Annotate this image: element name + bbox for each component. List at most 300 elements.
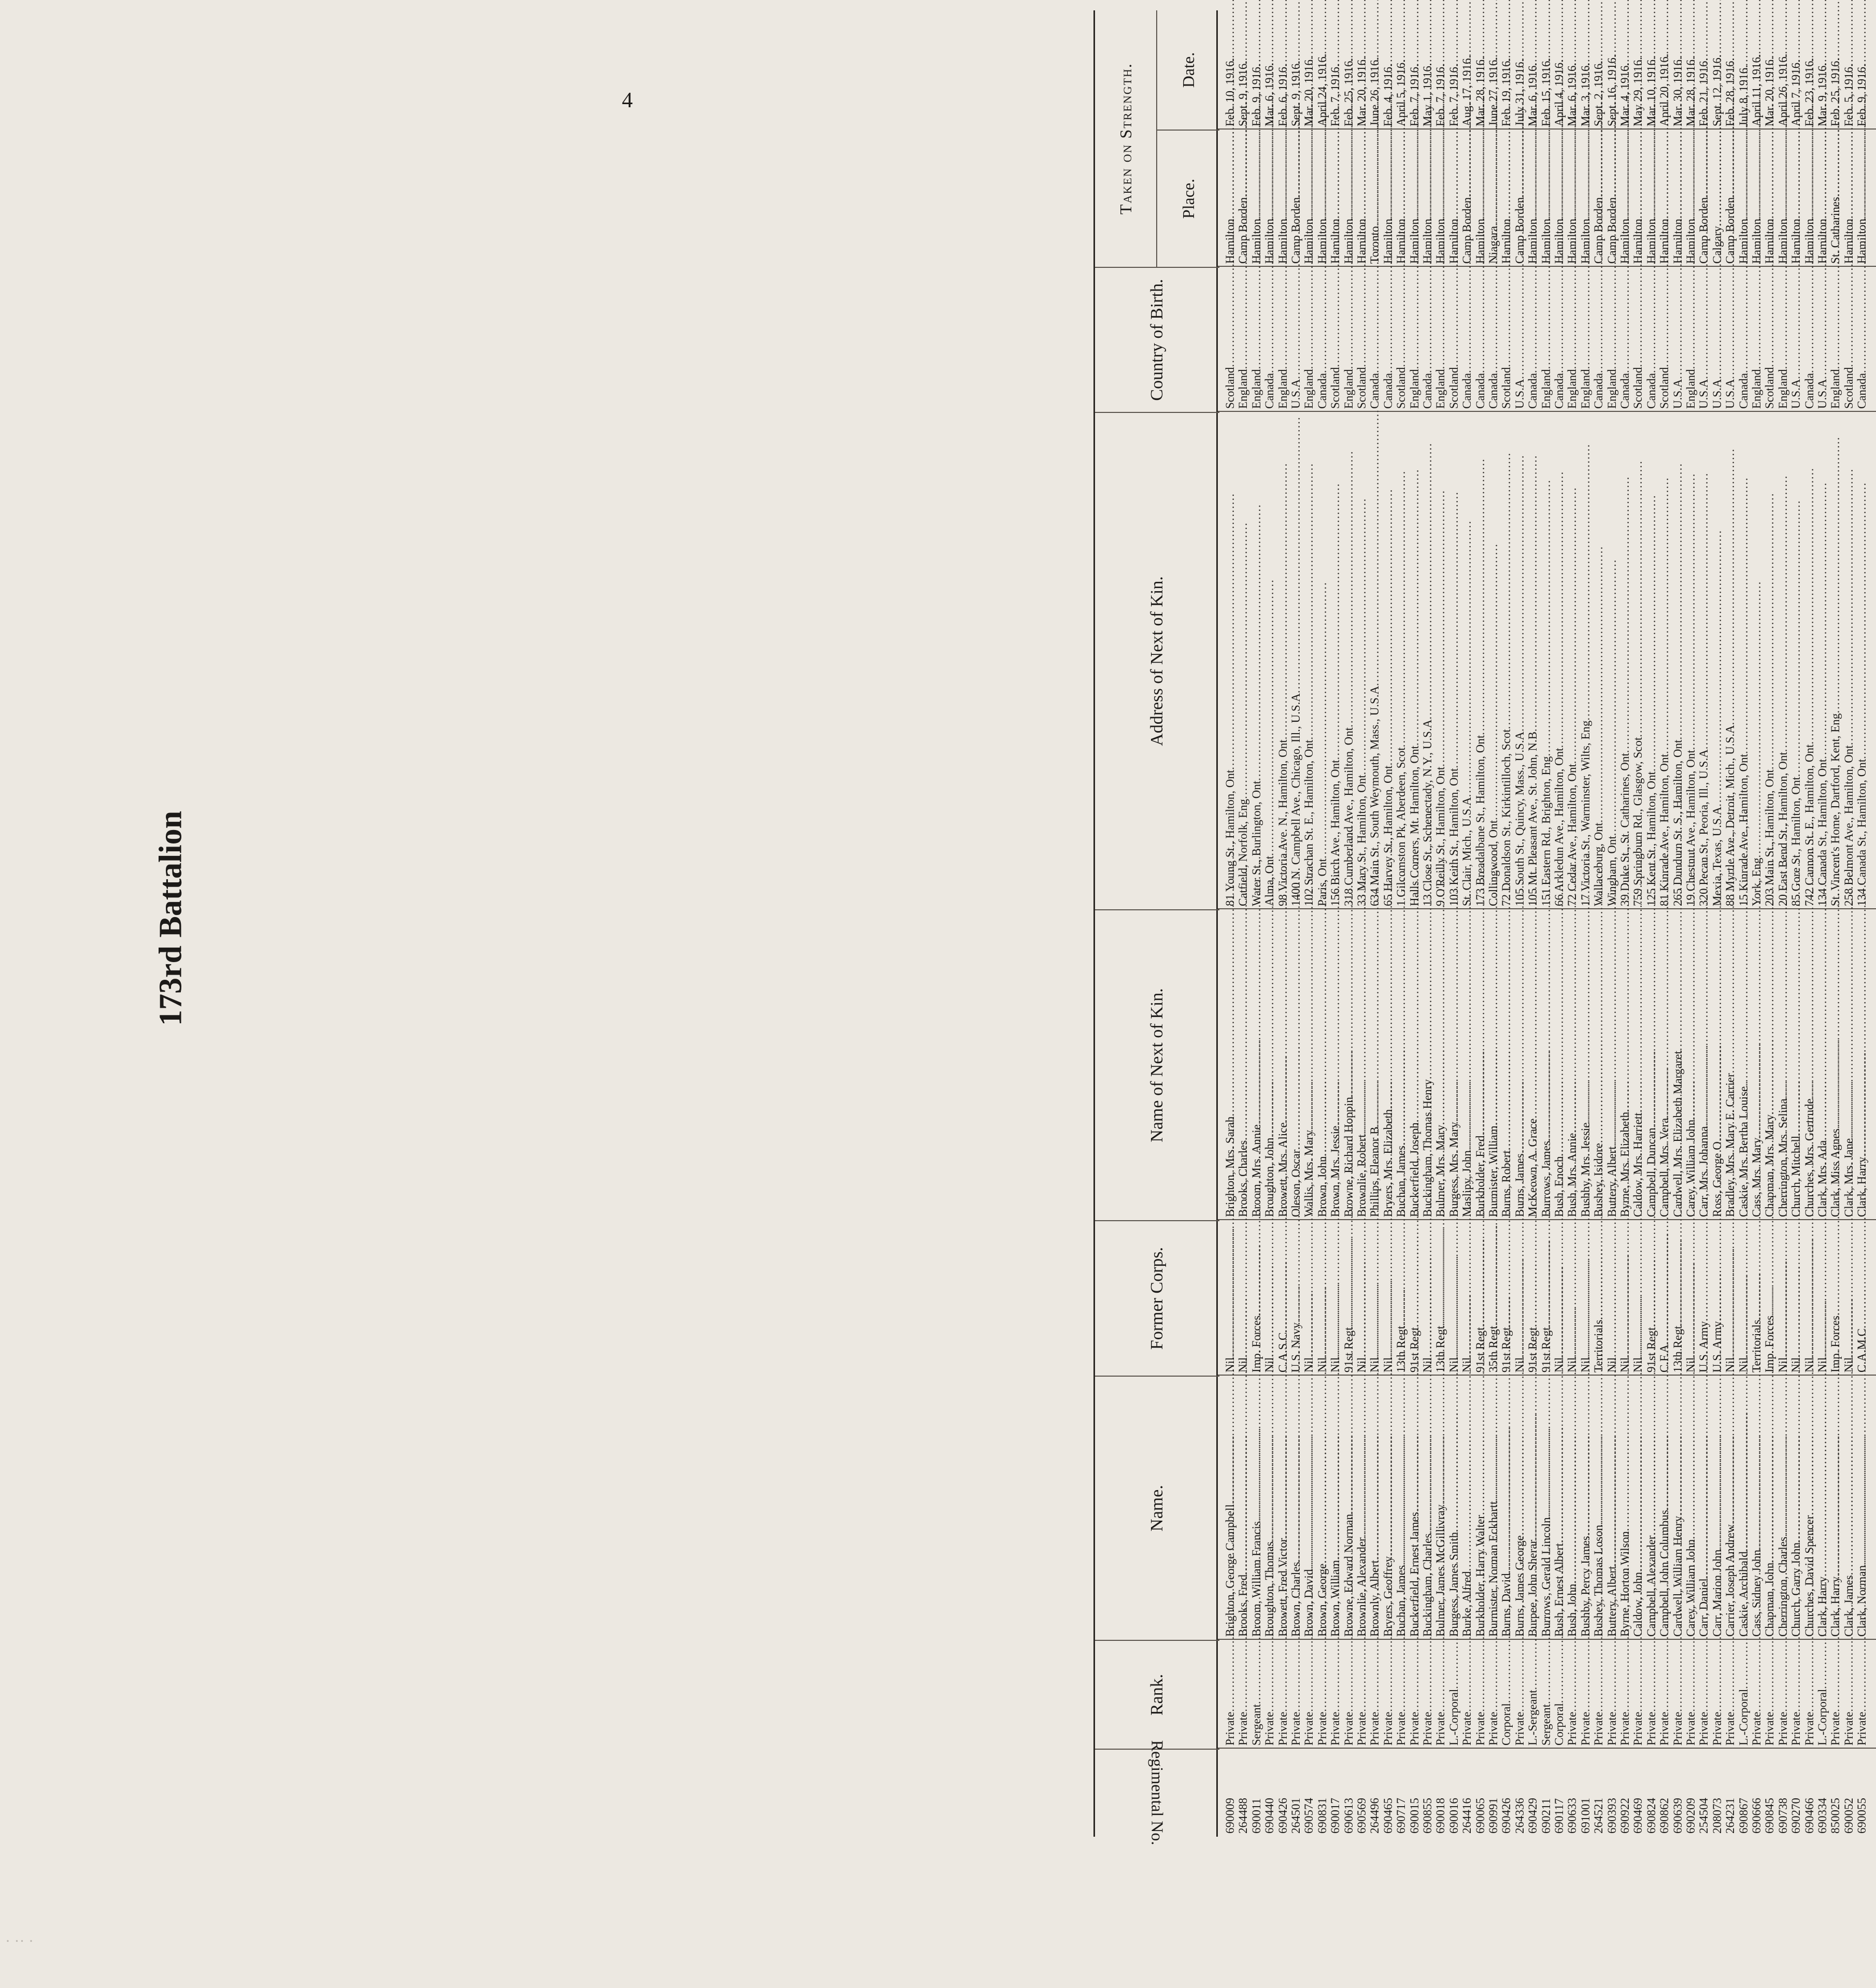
cell-name: Cass, Sidney John ..... <box>1750 1376 1764 1640</box>
cell-former-corps: C.A.S.C ..... <box>1276 1220 1290 1376</box>
cell-rank: Private ..... <box>1671 1640 1685 1749</box>
cell-regimental-no: 690426 <box>1500 1798 1513 1834</box>
cell-country: Scotland ..... <box>1657 267 1672 412</box>
cell-date: Mar. 6, 1916. <box>1566 62 1579 126</box>
cell-country: Canada ..... <box>1368 267 1382 412</box>
cell-regimental-no: 690738 <box>1776 1798 1789 1834</box>
cell-date: Feb. 7, 1916. <box>1434 64 1447 126</box>
cell-regimental-no: 690855 <box>1421 1798 1434 1834</box>
table-row <box>1565 10 1580 1837</box>
cell-date: April 24, 1916. <box>1315 53 1329 126</box>
cell-regimental-no: 690426 <box>1276 1798 1289 1834</box>
cell-place: Hamilton ..... <box>1381 130 1396 267</box>
cell-date: Mar. 30, 1916. <box>1671 56 1684 126</box>
cell-address: York, Eng ..... <box>1750 412 1764 909</box>
cell-former-corps: C.A.M.C ..... <box>1855 1220 1869 1376</box>
cell-former-corps: Nil ..... <box>1802 1220 1817 1376</box>
cell-address: 105 Mt. Pleasant Ave., St. John, N.B ..... <box>1526 412 1540 909</box>
table-row <box>1750 10 1764 1837</box>
cell-rank: Private ..... <box>1579 1640 1593 1749</box>
table-row <box>1223 10 1238 1837</box>
cell-country: England ..... <box>1605 267 1619 412</box>
cell-regimental-no: 850025 <box>1829 1798 1842 1834</box>
cell-place: Hamilton ..... <box>1789 130 1803 267</box>
cell-name: Burns, David ..... <box>1499 1376 1514 1640</box>
cell-former-corps: Nil ..... <box>1842 1220 1856 1376</box>
cell-country: U.S.A ..... <box>1697 267 1711 412</box>
cell-place: Camp Borden ..... <box>1723 130 1738 267</box>
cell-address: St. Vincent's Home, Dartford, Kent, Eng ..... <box>1828 412 1843 909</box>
cell-place: Hamilton ..... <box>1802 130 1817 267</box>
margin-mark: · ·· · <box>5 1933 34 1950</box>
header-name: Name. <box>1095 1376 1219 1640</box>
cell-regimental-no: 690633 <box>1566 1798 1579 1834</box>
cell-name: Burgess, James Smith ..... <box>1447 1376 1461 1640</box>
cell-date: Mar. 6, 1916. <box>1263 62 1276 126</box>
cell-next-of-kin: Burmister, William ..... <box>1486 909 1501 1220</box>
cell-regimental-no: 690845 <box>1763 1798 1776 1834</box>
cell-name: Clark, Harry ..... <box>1815 1376 1830 1640</box>
cell-address: Collingwood, Ont ..... <box>1486 412 1501 909</box>
cell-former-corps: Nil ..... <box>1552 1220 1567 1376</box>
cell-former-corps: 91st Regt ..... <box>1342 1220 1356 1376</box>
cell-next-of-kin: Chapman, Mrs. Mary ..... <box>1763 909 1777 1220</box>
cell-name: Church, Garry John ..... <box>1789 1376 1803 1640</box>
cell-country: England ..... <box>1776 267 1790 412</box>
cell-next-of-kin: Bulmer, Mrs. Mary ..... <box>1433 909 1448 1220</box>
cell-name: Byrne, Horton Wilson ..... <box>1618 1376 1632 1640</box>
cell-rank: L.-Corporal ..... <box>1815 1640 1830 1749</box>
cell-place: Hamilton ..... <box>1631 130 1645 267</box>
cell-name: Churches, David Spencer ..... <box>1802 1376 1817 1640</box>
cell-name: Chapman, John ..... <box>1763 1376 1777 1640</box>
cell-next-of-kin: Brooks, Charles ..... <box>1236 909 1250 1220</box>
cell-rank: Private ..... <box>1473 1640 1488 1749</box>
cell-name: Burrows, Gerald Lincoln ..... <box>1539 1376 1554 1640</box>
cell-place: Hamilton ..... <box>1657 130 1672 267</box>
cell-place: Hamilton ..... <box>1684 130 1698 267</box>
header-address: Address of Next of Kin. <box>1095 412 1219 909</box>
table-row <box>1486 10 1501 1837</box>
cell-date: Feb. 23, 1916. <box>1802 58 1816 126</box>
cell-country: Scotland ..... <box>1447 267 1461 412</box>
cell-former-corps: 13th Regt ..... <box>1394 1220 1409 1376</box>
cell-next-of-kin: Bush, Mrs. Annie ..... <box>1565 909 1580 1220</box>
cell-address: 9 O'Reilly St., Hamilton, Ont ..... <box>1433 412 1448 909</box>
cell-country: Scotland ..... <box>1394 267 1409 412</box>
cell-address: 151 Eastern Rd., Brighton, Eng ..... <box>1539 412 1554 909</box>
cell-place: Camp Borden ..... <box>1697 130 1711 267</box>
cell-country: Scotland ..... <box>1355 267 1369 412</box>
cell-address: 33 Mary St., Hamilton, Ont ..... <box>1355 412 1369 909</box>
cell-regimental-no: 264521 <box>1592 1798 1605 1834</box>
cell-place: Hamilton ..... <box>1328 130 1343 267</box>
cell-next-of-kin: Buttery, Albert ..... <box>1605 909 1619 1220</box>
cell-address: Water St., Burlington, Ont ..... <box>1249 412 1264 909</box>
cell-rank: Private ..... <box>1408 1640 1422 1749</box>
cell-next-of-kin: Churches, Mrs. Gertrude ..... <box>1802 909 1817 1220</box>
cell-place: Hamilton ..... <box>1750 130 1764 267</box>
cell-date: Sept. 2, 1916. <box>1592 60 1605 126</box>
cell-country: Canada ..... <box>1855 267 1869 412</box>
cell-date: Sept. 9, 1916. <box>1289 60 1302 126</box>
cell-name: Burpee, John Sherar ..... <box>1526 1376 1540 1640</box>
cell-place: Hamilton ..... <box>1618 130 1632 267</box>
cell-place: Hamilton ..... <box>1394 130 1409 267</box>
cell-regimental-no: 690209 <box>1684 1798 1697 1834</box>
cell-former-corps: Nil ..... <box>1236 1220 1250 1376</box>
cell-former-corps: C.F.A ..... <box>1657 1220 1672 1376</box>
cell-place: Camp Borden ..... <box>1236 130 1250 267</box>
cell-rank: Private ..... <box>1355 1640 1369 1749</box>
cell-next-of-kin: Burrows, James ..... <box>1539 909 1554 1220</box>
cell-address: 173 Breadalbane St., Hamilton, Ont ..... <box>1473 412 1488 909</box>
cell-place: Hamilton ..... <box>1565 130 1580 267</box>
cell-former-corps: Nil ..... <box>1355 1220 1369 1376</box>
cell-regimental-no: 264336 <box>1513 1798 1526 1834</box>
cell-name: Brown, David ..... <box>1302 1376 1316 1640</box>
cell-place: Camp Borden ..... <box>1460 130 1474 267</box>
cell-regimental-no: 264488 <box>1237 1798 1250 1834</box>
cell-regimental-no: 690429 <box>1526 1798 1540 1834</box>
table-row <box>1657 10 1672 1837</box>
cell-name: Bulmer, James McGillivray ..... <box>1433 1376 1448 1640</box>
table-row <box>1276 10 1290 1837</box>
table-row <box>1763 10 1777 1837</box>
cell-date: Mar. 9, 1916. <box>1816 62 1829 126</box>
cell-country: England ..... <box>1249 267 1264 412</box>
cell-name: Bush, John ..... <box>1565 1376 1580 1640</box>
cell-rank: Private ..... <box>1618 1640 1632 1749</box>
cell-country: England ..... <box>1684 267 1698 412</box>
cell-regimental-no: 264501 <box>1289 1798 1302 1834</box>
cell-next-of-kin: Clark, Miss Agnes ..... <box>1828 909 1843 1220</box>
table-row <box>1644 10 1659 1837</box>
cell-rank: Private ..... <box>1289 1640 1303 1749</box>
cell-former-corps: Nil ..... <box>1579 1220 1593 1376</box>
cell-date: Feb. 9, 1916. <box>1855 64 1869 126</box>
cell-name: Caldow, John ..... <box>1631 1376 1645 1640</box>
cell-former-corps: Nil ..... <box>1328 1220 1343 1376</box>
cell-country: Scotland ..... <box>1499 267 1514 412</box>
table-row <box>1591 10 1606 1837</box>
cell-regimental-no: 690469 <box>1631 1798 1645 1834</box>
cell-country: U.S.A ..... <box>1710 267 1725 412</box>
table-row <box>1605 10 1619 1837</box>
cell-rank: Private ..... <box>1631 1640 1645 1749</box>
cell-rank: Private ..... <box>1710 1640 1725 1749</box>
cell-name: Browett, Fred Victor ..... <box>1276 1376 1290 1640</box>
cell-next-of-kin: Buckingham, Thomas Henry ..... <box>1420 909 1435 1220</box>
cell-country: Canada ..... <box>1526 267 1540 412</box>
cell-date: Feb. 19, 1916. <box>1500 58 1513 126</box>
cell-country: Canada ..... <box>1552 267 1567 412</box>
table-row <box>1815 10 1830 1837</box>
cell-next-of-kin: Brownlie, Robert ..... <box>1355 909 1369 1220</box>
cell-address: 759 Springburn Rd., Glasgow, Scot ..... <box>1631 412 1645 909</box>
cell-name: Broughton, Thomas ..... <box>1262 1376 1277 1640</box>
cell-next-of-kin: Buckerfield, Joseph ..... <box>1408 909 1422 1220</box>
cell-rank: Private ..... <box>1236 1640 1250 1749</box>
cell-former-corps: U.S. Army ..... <box>1697 1220 1711 1376</box>
cell-regimental-no: 690717 <box>1395 1798 1408 1834</box>
cell-date: Sept. 12, 1916. <box>1710 54 1724 126</box>
cell-next-of-kin: Browett, Mrs. Alice ..... <box>1276 909 1290 1220</box>
table-row <box>1776 10 1790 1837</box>
cell-country: England ..... <box>1433 267 1448 412</box>
table-row <box>1828 10 1843 1837</box>
cell-place: St. Catharines ..... <box>1828 130 1843 267</box>
cell-date: Feb. 15, 1916. <box>1539 58 1553 126</box>
table-row <box>1513 10 1527 1837</box>
cell-regimental-no: 690016 <box>1447 1798 1460 1834</box>
cell-rank: Private ..... <box>1486 1640 1501 1749</box>
cell-next-of-kin: Clark, Harry ..... <box>1855 909 1869 1220</box>
cell-date: July 8, 1916. <box>1737 65 1750 126</box>
cell-name: Buckingham, Charles ..... <box>1420 1376 1435 1640</box>
cell-former-corps: Nil ..... <box>1262 1220 1277 1376</box>
cell-address: 72 Cedar Ave., Hamilton, Ont ..... <box>1565 412 1580 909</box>
cell-date: Feb. 28, 1916. <box>1724 58 1737 126</box>
cell-regimental-no: 690440 <box>1263 1798 1276 1834</box>
cell-former-corps: 91st Regt ..... <box>1539 1220 1554 1376</box>
table-row <box>1408 10 1422 1837</box>
table-row <box>1697 10 1711 1837</box>
cell-former-corps: Nil ..... <box>1447 1220 1461 1376</box>
cell-date: July 31, 1916. <box>1513 59 1526 126</box>
cell-name: Bryers, Geoffrey ..... <box>1381 1376 1396 1640</box>
cell-rank: L.-Corporal ..... <box>1447 1640 1461 1749</box>
cell-name: Clark, James ..... <box>1842 1376 1856 1640</box>
cell-place: Hamilton ..... <box>1552 130 1567 267</box>
cell-country: Scotland ..... <box>1631 267 1645 412</box>
cell-place: Hamilton ..... <box>1315 130 1330 267</box>
cell-place: Calgary ..... <box>1710 130 1725 267</box>
cell-place: Hamilton ..... <box>1473 130 1488 267</box>
cell-next-of-kin: Bushey, Isidore ..... <box>1591 909 1606 1220</box>
cell-date: April 5, 1916. <box>1395 59 1408 126</box>
cell-next-of-kin: Broughton, John ..... <box>1262 909 1277 1220</box>
table-row <box>1473 10 1488 1837</box>
cell-next-of-kin: Bryers, Mrs. Elizabeth ..... <box>1381 909 1396 1220</box>
cell-name: Brown, Charles ..... <box>1289 1376 1303 1640</box>
cell-former-corps: Territorials ..... <box>1750 1220 1764 1376</box>
cell-address: 13 Close St., Schenectady, N.Y., U.S.A ..... <box>1420 412 1435 909</box>
cell-regimental-no: 690015 <box>1408 1798 1421 1834</box>
cell-regimental-no: 690009 <box>1224 1798 1237 1834</box>
cell-address: 320 Pecan St., Peoria, Ill., U.S.A ..... <box>1697 412 1711 909</box>
table-row <box>1789 10 1803 1837</box>
cell-address: 88 Myrtle Ave., Detroit, Mich., U.S.A ..... <box>1723 412 1738 909</box>
cell-rank: Private ..... <box>1420 1640 1435 1749</box>
cell-address: 19 Chestnut Ave., Hamilton, Ont ..... <box>1684 412 1698 909</box>
cell-country: Canada ..... <box>1591 267 1606 412</box>
cell-country: England ..... <box>1276 267 1290 412</box>
cell-place: Hamilton ..... <box>1276 130 1290 267</box>
cell-date: May 29, 1916. <box>1631 56 1645 126</box>
cell-country: England ..... <box>1236 267 1250 412</box>
cell-date: Mar. 10, 1916. <box>1644 56 1658 126</box>
cell-rank: Corporal ..... <box>1552 1640 1567 1749</box>
cell-place: Toronto ..... <box>1368 130 1382 267</box>
cell-place: Hamilton ..... <box>1249 130 1264 267</box>
cell-former-corps: 13th Regt ..... <box>1433 1220 1448 1376</box>
cell-name: Carey, William John ..... <box>1684 1376 1698 1640</box>
cell-country: Canada ..... <box>1420 267 1435 412</box>
table-row <box>1381 10 1396 1837</box>
table-row <box>1460 10 1474 1837</box>
cell-rank: Private ..... <box>1828 1640 1843 1749</box>
cell-former-corps: 13th Regt ..... <box>1671 1220 1685 1376</box>
cell-date: April 20, 1916. <box>1658 53 1671 126</box>
cell-country: Scotland ..... <box>1842 267 1856 412</box>
table-row <box>1579 10 1593 1837</box>
cell-regimental-no: 254504 <box>1697 1798 1711 1834</box>
cell-name: Burkholder, Harry Walter ..... <box>1473 1376 1488 1640</box>
cell-regimental-no: 690065 <box>1473 1798 1487 1834</box>
cell-place: Hamilton ..... <box>1433 130 1448 267</box>
cell-next-of-kin: Brown, John ..... <box>1315 909 1330 1220</box>
cell-name: Carr, Marion John ..... <box>1710 1376 1725 1640</box>
cell-country: U.S.A ..... <box>1789 267 1803 412</box>
cell-regimental-no: 690018 <box>1434 1798 1447 1834</box>
cell-regimental-no: 690922 <box>1618 1798 1631 1834</box>
cell-former-corps: U.S. Army ..... <box>1710 1220 1725 1376</box>
cell-address: 105 South St., Quincy, Mass., U.S.A ..... <box>1513 412 1527 909</box>
cell-place: Hamilton ..... <box>1408 130 1422 267</box>
cell-place: Camp Borden ..... <box>1605 130 1619 267</box>
cell-next-of-kin: Carey, William John ..... <box>1684 909 1698 1220</box>
cell-address: 742 Cannon St. E., Hamilton, Ont ..... <box>1802 412 1817 909</box>
cell-next-of-kin: Burkholder, Fred ..... <box>1473 909 1488 1220</box>
cell-place: Hamilton ..... <box>1776 130 1790 267</box>
cell-former-corps: Nil ..... <box>1605 1220 1619 1376</box>
cell-name: Brighton, George Campbell ..... <box>1223 1376 1238 1640</box>
cell-date: Aug. 17, 1916. <box>1460 55 1474 126</box>
cell-rank: Private ..... <box>1342 1640 1356 1749</box>
cell-regimental-no: 690569 <box>1355 1798 1368 1834</box>
cell-name: Campbell, Alexander ..... <box>1644 1376 1659 1640</box>
header-place: Place. <box>1157 130 1219 267</box>
cell-rank: Private ..... <box>1657 1640 1672 1749</box>
cell-date: Feb. 4, 1916. <box>1381 64 1395 126</box>
cell-regimental-no: 690011 <box>1249 1798 1263 1834</box>
cell-rank: Private ..... <box>1381 1640 1396 1749</box>
cell-former-corps: Imp. Forces ..... <box>1828 1220 1843 1376</box>
cell-address: 65 Harvey St., Hamilton, Ont ..... <box>1381 412 1396 909</box>
cell-rank: Private ..... <box>1789 1640 1803 1749</box>
cell-name: Campbell, John Columbus ..... <box>1657 1376 1672 1640</box>
cell-next-of-kin: Burns, James ..... <box>1513 909 1527 1220</box>
cell-place: Hamilton ..... <box>1842 130 1856 267</box>
cell-country: Canada ..... <box>1618 267 1632 412</box>
cell-country: England ..... <box>1579 267 1593 412</box>
cell-country: Scotland ..... <box>1223 267 1238 412</box>
cell-address: Halls Corners, Mt. Hamilton, Ont ..... <box>1408 412 1422 909</box>
cell-rank: Private ..... <box>1328 1640 1343 1749</box>
cell-address: 134 Canada St., Hamilton, Ont ..... <box>1855 412 1869 909</box>
cell-place: Camp Borden ..... <box>1513 130 1527 267</box>
cell-place: Hamilton ..... <box>1855 130 1869 267</box>
page-number: 4 <box>622 89 633 112</box>
table-row <box>1526 10 1540 1837</box>
cell-date: Sept. 16, 1916. <box>1605 54 1618 126</box>
cell-name: Caskie, Archibald ..... <box>1737 1376 1751 1640</box>
cell-name: Buttery, Albert ..... <box>1605 1376 1619 1640</box>
cell-name: Cherrington, Charles ..... <box>1776 1376 1790 1640</box>
cell-former-corps: Nil ..... <box>1723 1220 1738 1376</box>
cell-country: England ..... <box>1539 267 1554 412</box>
cell-address: 66 Arkledun Ave., Hamilton, Ont ..... <box>1552 412 1567 909</box>
cell-next-of-kin: McKeown, A. Grace ..... <box>1526 909 1540 1220</box>
cell-former-corps: Nil ..... <box>1565 1220 1580 1376</box>
cell-place: Hamilton ..... <box>1355 130 1369 267</box>
cell-address: 318 Cumberland Ave., Hamilton, Ont ..... <box>1342 412 1356 909</box>
cell-next-of-kin: Wallis, Mrs. Mary ..... <box>1302 909 1316 1220</box>
cell-name: Browne, Edward Norman ..... <box>1342 1376 1356 1640</box>
cell-regimental-no: 690574 <box>1302 1798 1316 1834</box>
cell-rank: Private ..... <box>1763 1640 1777 1749</box>
cell-name: Bush, Ernest Albert ..... <box>1552 1376 1567 1640</box>
cell-former-corps: Nil ..... <box>1815 1220 1830 1376</box>
cell-place: Hamilton ..... <box>1815 130 1830 267</box>
cell-address: Catfield, Norfolk, Eng ..... <box>1236 412 1250 909</box>
cell-name: Burke, Alfred ..... <box>1460 1376 1474 1640</box>
cell-date: Feb. 7, 1916. <box>1447 64 1460 126</box>
table-row <box>1368 10 1382 1837</box>
cell-country: Canada ..... <box>1802 267 1817 412</box>
cell-name: Bushby, Percy James ..... <box>1579 1376 1593 1640</box>
cell-regimental-no: 690465 <box>1381 1798 1395 1834</box>
cell-former-corps: Nil ..... <box>1737 1220 1751 1376</box>
cell-name: Cardwell, William Henry ..... <box>1671 1376 1685 1640</box>
cell-next-of-kin: Cardwell, Mrs. Elizabeth Margaret ..... <box>1671 909 1685 1220</box>
cell-former-corps: Nil ..... <box>1513 1220 1527 1376</box>
cell-place: Hamilton ..... <box>1671 130 1685 267</box>
cell-next-of-kin: Campbell, Mrs. Vera ..... <box>1657 909 1672 1220</box>
cell-rank: Corporal ..... <box>1499 1640 1514 1749</box>
cell-country: England ..... <box>1750 267 1764 412</box>
cell-next-of-kin: Carr, Mrs. Johanna ..... <box>1697 909 1711 1220</box>
cell-regimental-no: 690666 <box>1750 1798 1763 1834</box>
cell-regimental-no: 264416 <box>1460 1798 1474 1834</box>
cell-address: 258 Belmont Ave., Hamilton, Ont ..... <box>1842 412 1856 909</box>
cell-regimental-no: 690639 <box>1671 1798 1684 1834</box>
cell-name: Brown, William ..... <box>1328 1376 1343 1640</box>
table-row <box>1723 10 1738 1837</box>
cell-former-corps: 91st Regt ..... <box>1408 1220 1422 1376</box>
cell-address: 15 Kinrade Ave., Hamilton, Ont ..... <box>1737 412 1751 909</box>
cell-rank: Private ..... <box>1368 1640 1382 1749</box>
cell-regimental-no: 690052 <box>1842 1798 1855 1834</box>
cell-former-corps: 91st Regt ..... <box>1526 1220 1540 1376</box>
cell-country: England ..... <box>1828 267 1843 412</box>
cell-next-of-kin: Oleson, Oscar ..... <box>1289 909 1303 1220</box>
cell-address: 1 Gilcomston Pk, Aberdeen, Scot ..... <box>1394 412 1409 909</box>
cell-place: Hamilton ..... <box>1644 130 1659 267</box>
cell-former-corps: Nil ..... <box>1776 1220 1790 1376</box>
cell-date: Feb. 7, 1916. <box>1408 64 1421 126</box>
cell-country: England ..... <box>1302 267 1316 412</box>
cell-regimental-no: 691001 <box>1579 1798 1592 1834</box>
cell-address: St. Clair, Mich., U.S.A ..... <box>1460 412 1474 909</box>
cell-country: Canada ..... <box>1315 267 1330 412</box>
cell-date: Feb. 6, 1916. <box>1276 64 1289 126</box>
cell-date: Feb. 25, 1916. <box>1829 58 1842 126</box>
cell-regimental-no: 690017 <box>1329 1798 1342 1834</box>
cell-rank: Private ..... <box>1565 1640 1580 1749</box>
cell-name: Clark, Norman ..... <box>1855 1376 1869 1640</box>
